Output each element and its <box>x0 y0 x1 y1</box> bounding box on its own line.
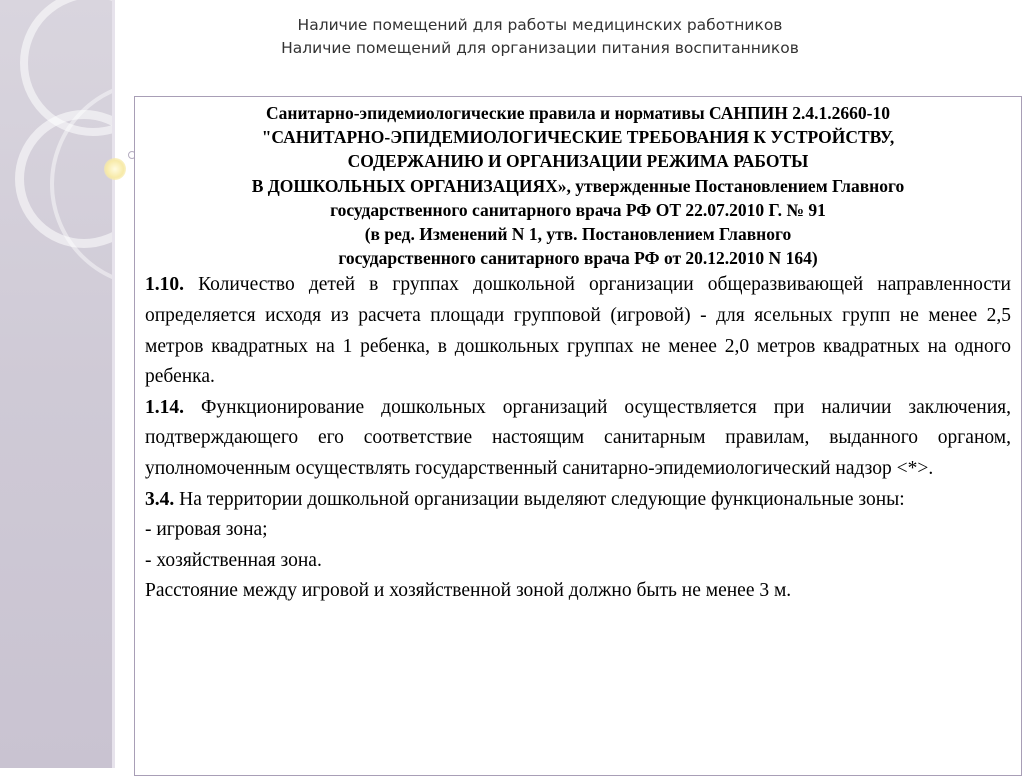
sanpin-line: (в ред. Изменений N 1, утв. Постановлением Главного <box>364 224 792 245</box>
slide-header <box>140 14 940 60</box>
zone-item: - хозяйственная зона. <box>145 549 322 571</box>
header-line-1: Наличие помещений для работы медицинских работников <box>297 16 783 34</box>
sanpin-line: "САНИТАРНО-ЭПИДЕМИОЛОГИЧЕСКИЕ ТРЕБОВАНИЯ К УСТРОЙСТВУ, <box>261 127 895 148</box>
clause-1-10 <box>145 270 1011 392</box>
content-box <box>134 96 1022 776</box>
side-divider <box>112 0 115 768</box>
sanpin-line: государственного санитарного врача РФ ОТ 22.07.2010 Г. № 91 <box>330 199 826 220</box>
sanpin-heading <box>145 101 1011 270</box>
content-inner <box>135 97 1021 607</box>
decorative-glow <box>104 158 126 180</box>
clause-text: На территории дошкольной организации выделяют следующие функциональные зоны: <box>174 488 905 510</box>
sanpin-line: Санитарно-эпидемиологические правила и нормативы САНПИН 2.4.1.2660-10 <box>266 103 890 123</box>
sanpin-line: В ДОШКОЛЬНЫХ ОРГАНИЗАЦИЯХ», утвержденные Постановлением Главного <box>251 175 905 196</box>
decorative-side-band <box>0 0 112 768</box>
clause-number: 1.14. <box>145 396 184 418</box>
sanpin-line: государственного санитарного врача РФ от 20.12.2010 N 164) <box>338 248 818 269</box>
clause-3-4 <box>145 485 1011 516</box>
distance-note: Расстояние между игровой и хозяйственной зоной должно быть не менее 3 м. <box>145 580 792 602</box>
clause-1-14 <box>145 393 1011 485</box>
sanpin-line: СОДЕРЖАНИЮ И ОРГАНИЗАЦИИ РЕЖИМА РАБОТЫ <box>347 151 809 172</box>
clause-text: Количество детей в группах дошкольной организации общеразвивающей направленности определяется исходя из расчета площади групповой (игровой) - для ясельных групп не менее 2,5 метров квадратных на 1 ребенка, в дошкольных группах не менее 2,0 метров квадратных на одного ребенка. <box>145 274 1011 388</box>
clause-number: 3.4. <box>145 488 175 510</box>
clause-number: 1.10. <box>145 274 184 296</box>
header-line-2: Наличие помещений для организации питания воспитанников <box>281 39 799 57</box>
clause-text: Функционирование дошкольных организаций осуществляется при наличии заключения, подтверждающего его соответствие настоящим санитарным правилам, выданного органом, уполномоченным осуществлять государственный санитарно-эпидемиологический надзор <*>. <box>145 396 1011 479</box>
zone-item: - игровая зона; <box>145 519 268 541</box>
